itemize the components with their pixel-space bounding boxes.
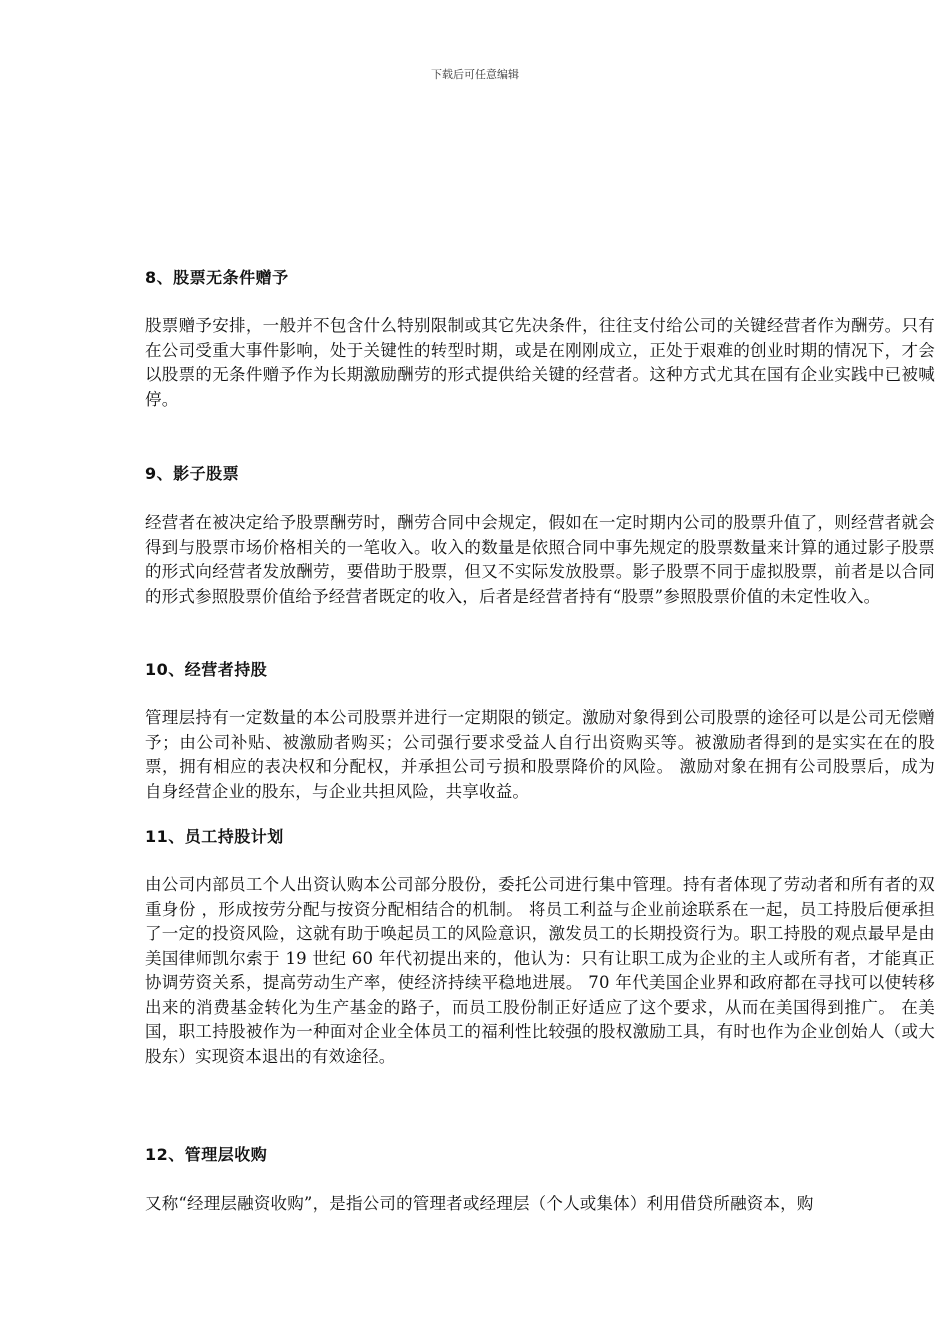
section-12-title: 12、管理层收购 xyxy=(145,1145,268,1164)
section-10-title: 10、经营者持股 xyxy=(145,660,268,679)
section-11-title: 11、员工持股计划 xyxy=(145,827,284,846)
section-12-body: 又称“经理层融资收购”，是指公司的管理者或经理层（个人或集体）利用借贷所融资本，购 xyxy=(145,1194,814,1213)
section-8-title: 8、股票无条件赠予 xyxy=(145,268,289,287)
section-9-title: 9、影子股票 xyxy=(145,464,240,483)
section-10-body: 管理层持有一定数量的本公司股票并进行一定期限的锁定。激励对象得到公司股票的途径可以是公司无偿赠予；由公司补贴、被激励者购买；公司强行要求受益人自行出资购买等。被激励者得到的是实实在在的股票，拥有相应的表决权和分配权，并承担公司亏损和股票降价的风险。 激励对象在拥有公司股票后，成为自身经营企业的股东，与企业共担风险，共享收益。 xyxy=(145,708,935,801)
section-8-body: 股票赠予安排，一般并不包含什么特别限制或其它先决条件，往往支付给公司的关键经营者作为酬劳。只有在公司受重大事件影响，处于关键性的转型时期，或是在刚刚成立，正处于艰难的创业时期的情况下，才会以股票的无条件赠予作为长期激励酬劳的形式提供给关键的经营者。这种方式尤其在国有企业实践中已被喊停。 xyxy=(145,316,935,409)
section-9-body: 经营者在被决定给予股票酬劳时，酬劳合同中会规定，假如在一定时期内公司的股票升值了，则经营者就会得到与股票市场价格相关的一笔收入。收入的数量是依照合同中事先规定的股票数量来计算的通过影子股票的形式向经营者发放酬劳，要借助于股票，但又不实际发放股票。影子股票不同于虚拟股票，前者是以合同的形式参照股票价值给予经营者既定的收入，后者是经营者持有“股票”参照股票价值的未定性收入。 xyxy=(145,513,935,606)
section-11-body: 由公司内部员工个人出资认购本公司部分股份，委托公司进行集中管理。持有者体现了劳动者和所有者的双重身份 ，形成按劳分配与按资分配相结合的机制。 将员工利益与企业前途联系在一起，员工持股后便承担了一定的投资风险，这就有助于唤起员工的风险意识，激发员工的长期投资行为。职工持股的观点最早是由美国律师凯尔索于 19 世纪 60 年代初提出来的，他认为：只有让职工成为企业的主人或所有者，才能真正协调劳资关系，提高劳动生产率，使经济持续平稳地进展。 70 年代美国企业界和政府都在寻找可以使转移出来的消费基金转化为生产基金的路子，而员工股份制正好适应了这个要求，从而在美国得到推广。 在美国，职工持股被作为一种面对企业全体员工的福利性比较强的股权激励工具，有时也作为企业创始人（或大股东）实现资本退出的有效途径。 xyxy=(145,875,935,1066)
page-header-note: 下载后可任意编辑 xyxy=(431,68,519,81)
